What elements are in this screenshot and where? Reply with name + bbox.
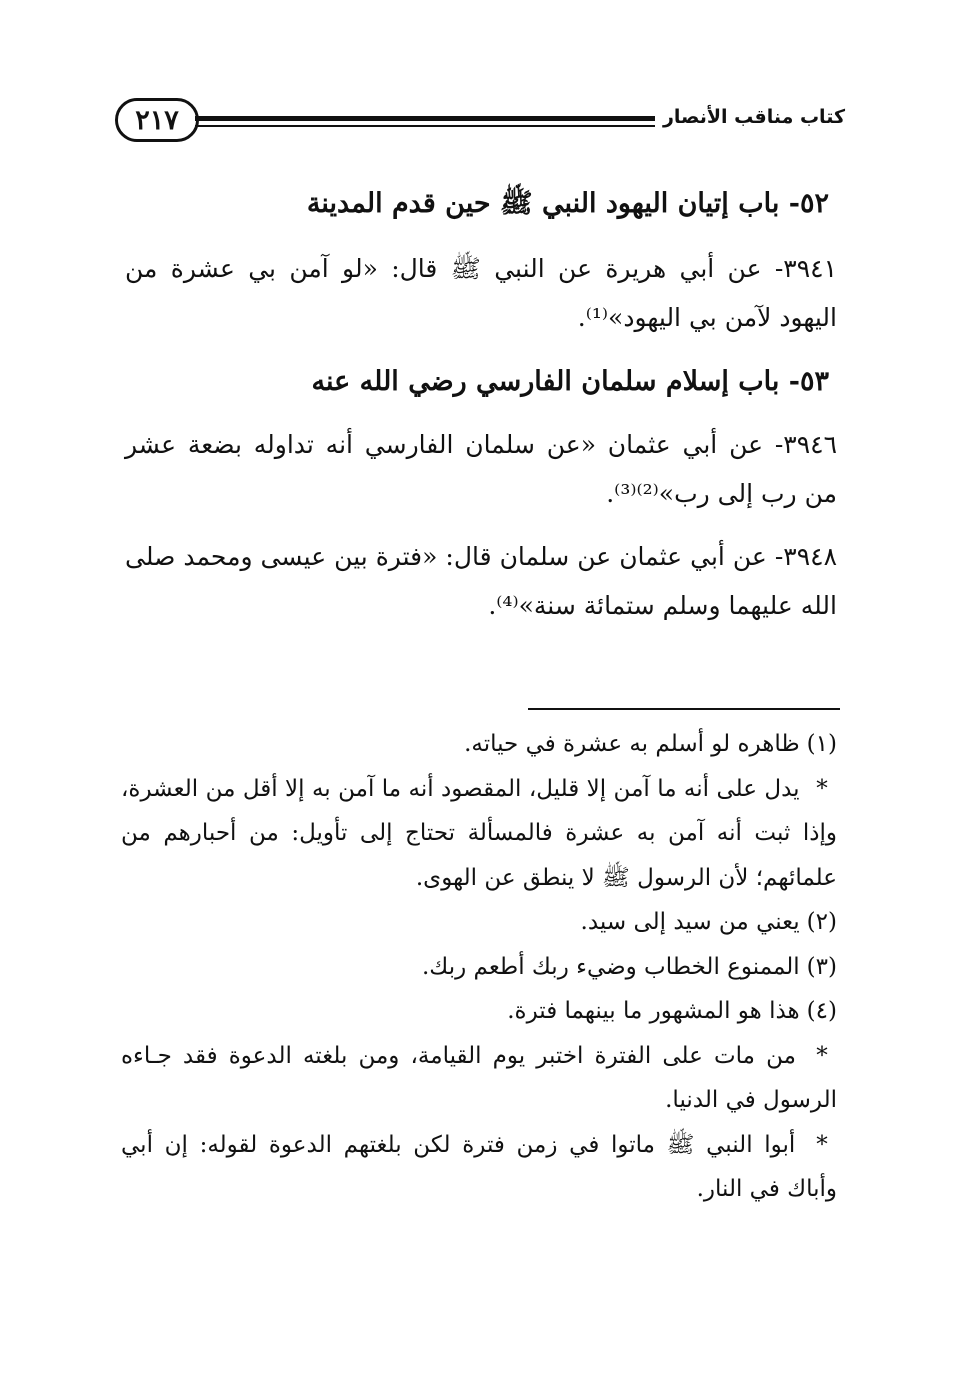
footnote-mark: (٢) (806, 909, 837, 935)
hadith-3948: ٣٩٤٨- عن أبي عثمان عن سلمان قال: «فترة بين عيسى ومحمد صلى الله عليهما وسلم ستمائة سنة»⁽⁴⁾. (125, 542, 837, 620)
footnote-comment (121, 767, 837, 901)
footnote-separator (528, 708, 840, 710)
asterisk-mark: * (816, 1131, 828, 1158)
footnote-text: يدل على أنه ما آمن إلا قليل، المقصود أنه ما آمن به إلا أقل من العشرة، وإذا ثبت أنه آمن به عشرة فالمسألة تحتاج إلى تأويل: من أحبارهم من علمائهم؛ لأن الرسول ﷺ لا ينطق عن الهوى. (121, 775, 837, 891)
footnote-3 (121, 945, 837, 990)
footnote-text: الممنوع الخطاب وضيء ربك أطعم ربك. (422, 953, 800, 980)
footnote-text: هذا هو المشهور ما بينهما فترة. (507, 998, 800, 1024)
footnote-text: ظاهره لو أسلم به عشرة في حياته. (464, 731, 800, 757)
footnote-2 (121, 900, 837, 945)
footnote-1 (121, 722, 837, 767)
page-number: ٢١٧ (115, 98, 199, 142)
header-rule-thick (195, 116, 655, 121)
footnote-mark: (٤) (806, 998, 837, 1024)
footnotes (121, 722, 837, 1212)
asterisk-mark: * (816, 775, 828, 802)
header-rule-thin (195, 125, 655, 127)
book-title: كتاب مناقب الأنصار (662, 106, 845, 128)
hadith-3941: ٣٩٤١- عن أبي هريرة عن النبي ﷺ قال: «لو آمن بي عشرة من اليهود لآمن بي اليهود»⁽¹⁾. (125, 254, 837, 332)
page-header (115, 92, 845, 154)
chapter-title-53: ٥٣- باب إسلام سلمان الفارسي رضي الله عنه (311, 366, 829, 397)
footnote-mark: (٣) (806, 953, 837, 980)
hadith-3946: ٣٩٤٦- عن أبي عثمان «عن سلمان الفارسي أنه تداوله بضعة عشر من رب إلى رب»⁽²⁾⁽³⁾. (125, 430, 837, 508)
footnote-4 (121, 989, 837, 1034)
footnote-text: يعني من سيد إلى سيد. (580, 909, 800, 935)
footnote-text: من مات على الفترة اختبر يوم القيامة، ومن بلغته الدعوة فقد جـاءه الرسول في الدنيا. (121, 1042, 837, 1113)
footnote-mark: (١) (806, 731, 837, 757)
footnote-text: أبوا النبي ﷺ ماتوا في زمن فترة لكن بلغتهم الدعوة لقوله: إن أبي وأباك في النار. (121, 1131, 837, 1202)
asterisk-mark: * (816, 1042, 828, 1069)
chapter-title-52: ٥٢- باب إتيان اليهود النبي ﷺ حين قدم المدينة (306, 188, 829, 219)
footnote-comment (121, 1034, 837, 1123)
footnote-comment (121, 1123, 837, 1212)
